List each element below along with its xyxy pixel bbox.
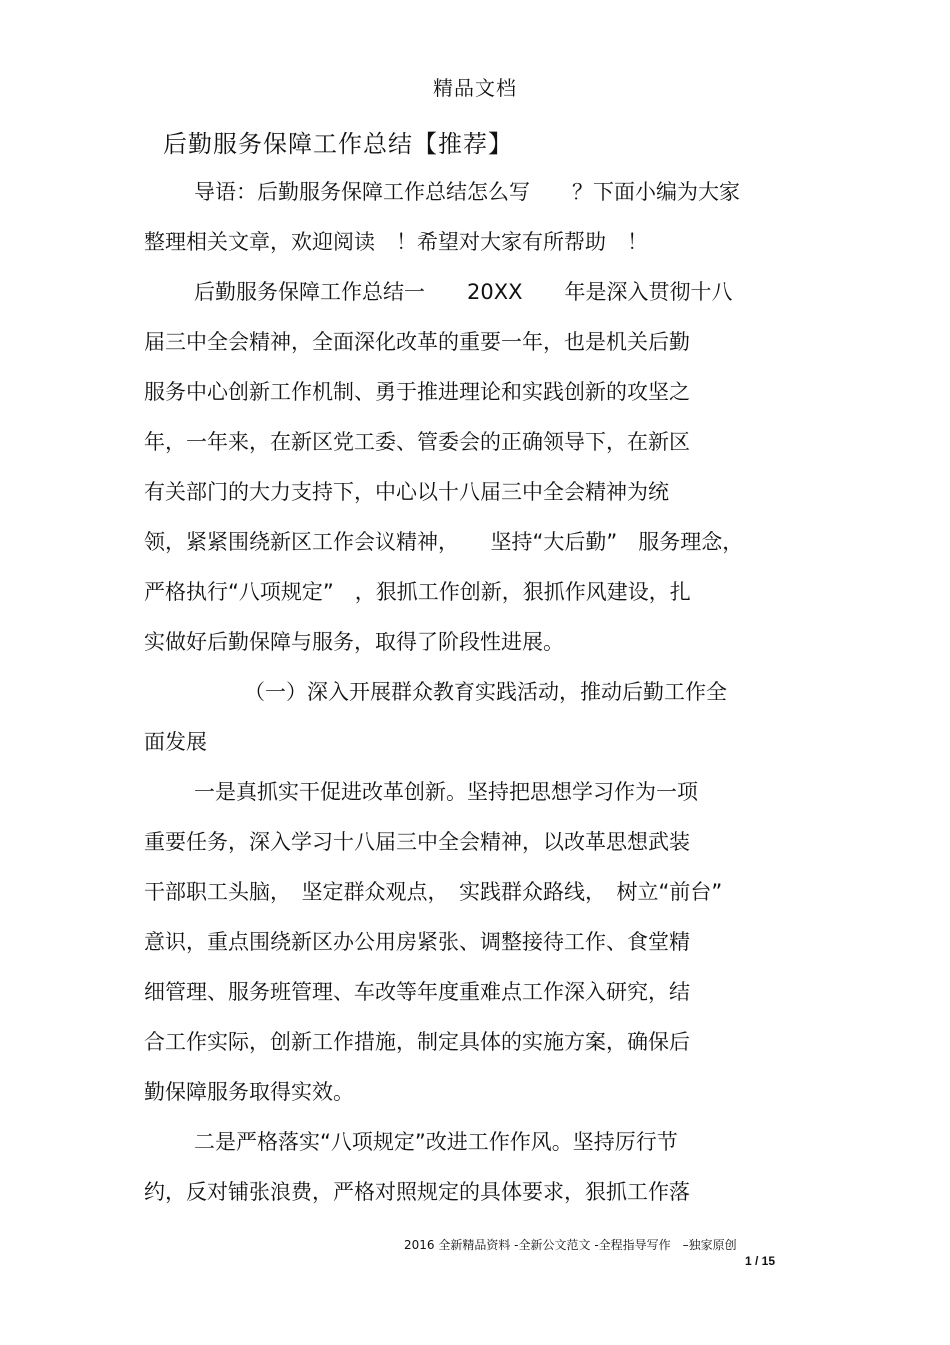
- body-line: 服务中心创新工作机制、勇于推进理论和实践创新的攻坚之: [144, 380, 690, 404]
- body-line: 整理相关文章，欢迎阅读 ！希望对大家有所帮助 ！: [144, 230, 648, 254]
- body-line: 面发展: [144, 730, 207, 754]
- body-line: 实做好后勤保障与服务，取得了阶段性进展。: [144, 630, 564, 654]
- body-line: 有关部门的大力支持下，中心以十八届三中全会精神为统: [144, 480, 669, 504]
- body-line: 重要任务，深入学习十八届三中全会精神，以改革思想武装: [144, 830, 690, 854]
- footer-text: 2016 全新精品资料 -全新公文范文 -全程指导写作 –独家原创: [404, 1238, 737, 1252]
- body-line: 细管理、服务班管理、车改等年度重难点工作深入研究，结: [144, 980, 690, 1004]
- body-line: 约，反对铺张浪费，严格对照规定的具体要求，狠抓工作落: [144, 1180, 690, 1204]
- page-number: 1 / 15: [745, 1254, 776, 1268]
- page-header: 精品文档: [433, 76, 517, 100]
- body-line: 后勤服务保障工作总结一 20XX 年是深入贯彻十八: [194, 280, 733, 304]
- body-line: 年，一年来，在新区党工委、管委会的正确领导下，在新区: [144, 430, 690, 454]
- body-line: 勤保障服务取得实效。: [144, 1080, 354, 1104]
- body-line: 合工作实际，创新工作措施，制定具体的实施方案，确保后: [144, 1030, 690, 1054]
- body-line: 二是严格落实“八项规定”改进工作作风。坚持厉行节: [194, 1130, 678, 1154]
- body-line: 一是真抓实干促进改革创新。坚持把思想学习作为一项: [194, 780, 698, 804]
- body-line: 导语：后勤服务保障工作总结怎么写 ？下面小编为大家: [194, 180, 740, 204]
- body-line: 意识，重点围绕新区办公用房紧张、调整接待工作、食堂精: [144, 930, 690, 954]
- body-line: 届三中全会精神，全面深化改革的重要一年，也是机关后勤: [144, 330, 690, 354]
- document-title: 后勤服务保障工作总结【推荐】: [163, 130, 513, 158]
- body-line: 干部职工头脑， 坚定群众观点， 实践群众路线， 树立“前台”: [144, 880, 723, 904]
- section-heading: （一）深入开展群众教育实践活动，推动后勤工作全: [244, 680, 727, 704]
- body-line: 领，紧紧围绕新区工作会议精神， 坚持“大后勤” 服务理念，: [144, 530, 744, 554]
- body-line: 严格执行“八项规定” ，狠抓工作创新，狠抓作风建设，扎: [144, 580, 691, 604]
